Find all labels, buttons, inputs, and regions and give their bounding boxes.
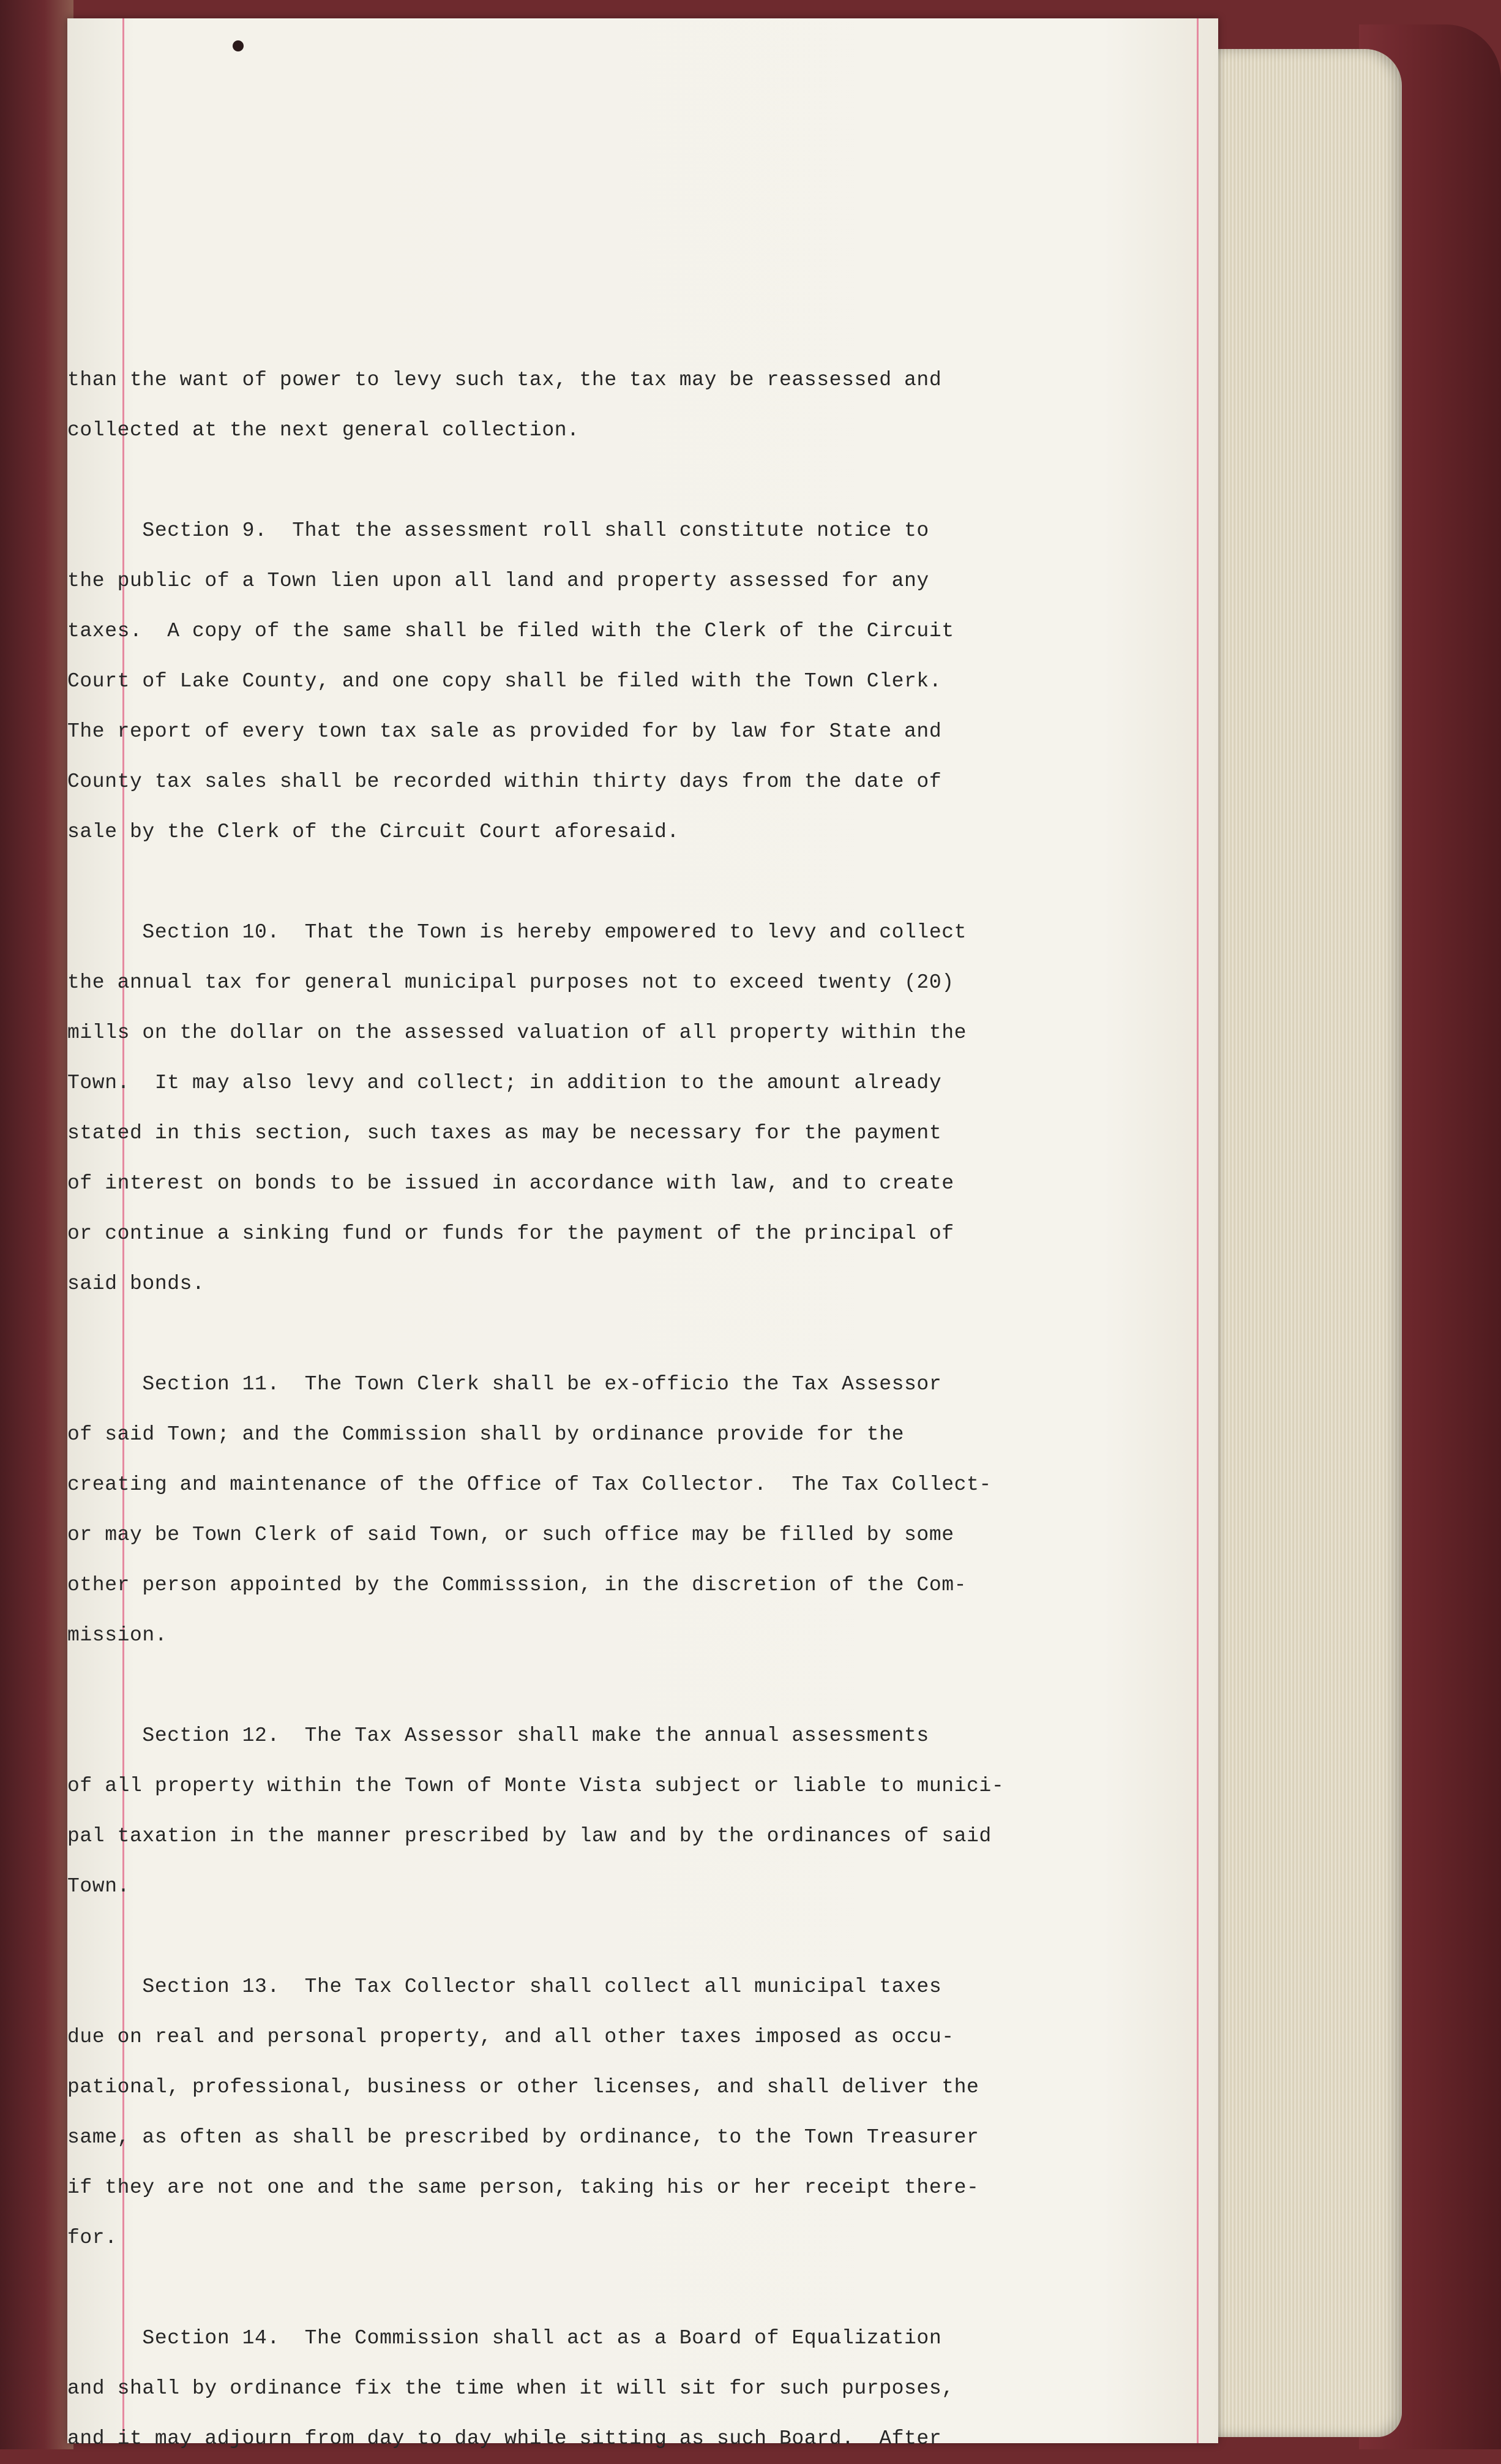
text-line: creating and maintenance of the Office of Tax Collector. The Tax Collect- [67, 1473, 992, 1496]
section-9-heading-line: Section 9. That the assessment roll shall constitute notice to [67, 519, 929, 542]
blank-line [67, 456, 1267, 506]
text-line: or may be Town Clerk of said Town, or such office may be filled by some [67, 1523, 954, 1546]
text-line: pal taxation in the manner prescribed by law and by the ordinances of said [67, 1825, 992, 1847]
text-line: if they are not one and the same person, taking his or her receipt there- [67, 2176, 979, 2199]
text-line: mission. [67, 1624, 168, 1647]
text-line: the annual tax for general municipal purposes not to exceed twenty (20) [67, 971, 954, 994]
text-line: said bonds. [67, 1272, 205, 1295]
text-line: for. [67, 2226, 118, 2249]
text-line: Town. [67, 1875, 130, 1898]
section-14-heading-line: Section 14. The Commission shall act as a Board of Equalization [67, 2327, 942, 2349]
text-line: of interest on bonds to be issued in accordance with law, and to create [67, 1172, 954, 1195]
text-line: Court of Lake County, and one copy shall be filed with the Town Clerk. [67, 670, 942, 693]
text-line: stated in this section, such taxes as may be necessary for the payment [67, 1122, 942, 1144]
blank-line [67, 1309, 1267, 1359]
text-line: same, as often as shall be prescribed by ordinance, to the Town Treasurer [67, 2126, 979, 2149]
text-line: taxes. A copy of the same shall be filed with the Clerk of the Circuit [67, 620, 954, 642]
text-line: County tax sales shall be recorded within thirty days from the date of [67, 770, 942, 793]
section-10-heading-line: Section 10. That the Town is hereby empowered to levy and collect [67, 921, 967, 944]
text-line: the public of a Town lien upon all land and property assessed for any [67, 569, 929, 592]
text-line: sale by the Clerk of the Circuit Court aforesaid. [67, 821, 679, 843]
text-line: mills on the dollar on the assessed valuation of all property within the [67, 1021, 967, 1044]
text-line: collected at the next general collection. [67, 419, 580, 441]
blank-line [67, 1912, 1267, 1962]
text-line: pational, professional, business or other licenses, and shall deliver the [67, 2076, 979, 2098]
text-line: and shall by ordinance fix the time when it will sit for such purposes, [67, 2377, 954, 2400]
text-line: or continue a sinking fund or funds for the payment of the principal of [67, 1222, 954, 1245]
left-book-cover [0, 0, 73, 2449]
text-line: due on real and personal property, and all other taxes imposed as occu- [67, 2026, 954, 2048]
binding-mark [233, 40, 244, 51]
text-line: Town. It may also levy and collect; in addition to the amount already [67, 1072, 942, 1094]
text-line: of all property within the Town of Monte Vista subject or liable to munici- [67, 1775, 1005, 1797]
text-line: The report of every town tax sale as provided for by law for State and [67, 720, 942, 743]
text-line: than the want of power to levy such tax, the tax may be reassessed and [67, 369, 942, 391]
blank-line [67, 857, 1267, 907]
typed-text-body [67, 355, 1267, 2464]
blank-line [67, 2263, 1267, 2313]
blank-line [67, 1661, 1267, 1711]
section-11-heading-line: Section 11. The Town Clerk shall be ex-officio the Tax Assessor [67, 1373, 942, 1395]
section-13-heading-line: Section 13. The Tax Collector shall collect all municipal taxes [67, 1975, 942, 1998]
section-12-heading-line: Section 12. The Tax Assessor shall make the annual assessments [67, 1724, 929, 1747]
text-line: of said Town; and the Commission shall by ordinance provide for the [67, 1423, 905, 1446]
text-line: and it may adjourn from day to day while sitting as such Board. After [67, 2427, 942, 2450]
text-line: other person appointed by the Commisssion, in the discretion of the Com- [67, 1574, 967, 1596]
